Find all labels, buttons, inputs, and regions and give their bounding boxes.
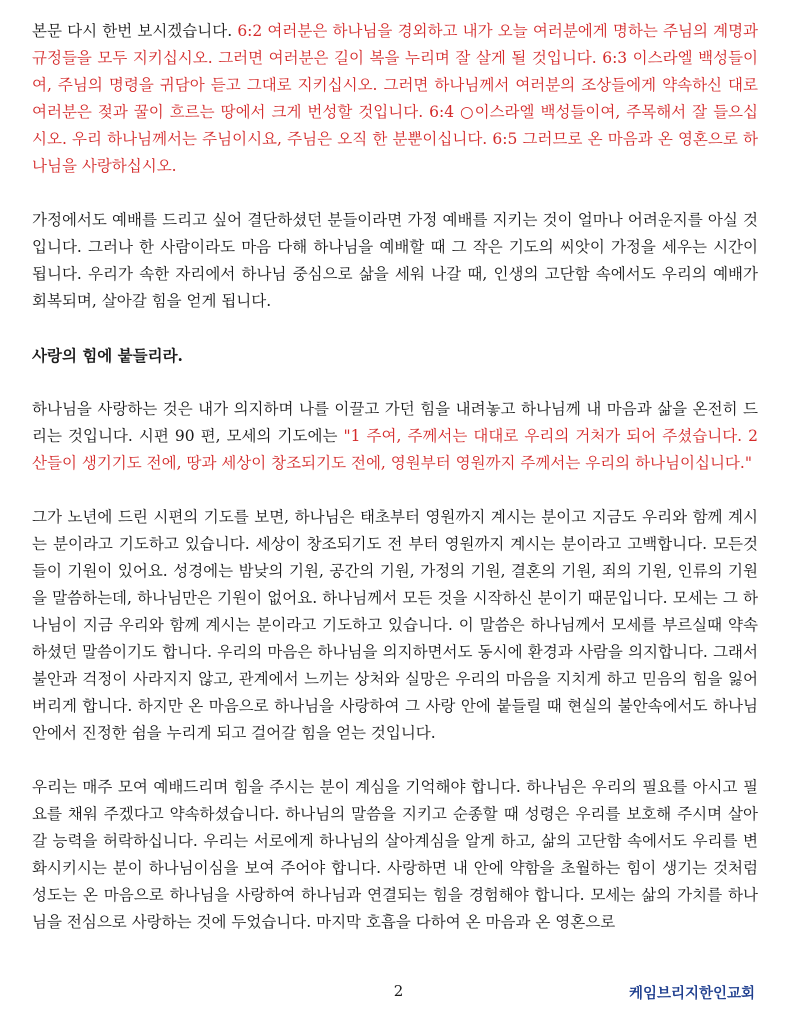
- scripture-quote: "1 주여, 주께서는 대대로 우리의 거처가 되어 주셨습니다. 2 산들이 생기기도 전에, 땅과 세상이 창조되기도 전에, 영원부터 영원까지 주께서는 우리의 하나님이십니다.": [32, 427, 759, 472]
- paragraph-eternal-god: 그가 노년에 드린 시편의 기도를 보면, 하나님은 태초부터 영원까지 계시는 분이고 지금도 우리와 함께 계시는 분이라고 기도하고 있습니다. 세상이 창조되기도 전 부터 영원까지 계시는 분이라고 고백합니다. 모든것들이 기원이 있어요. 성경에는 밤낮의 기원, 공간의 기원, 가정의 기원, 결혼의 기원, 죄의 기원, 인류의 기원을 말씀하는데, 하나님만은 기원이 없어요. 하나님께서 모든 것을 시작하신 분이기 때문입니다. 모세는 그 하나님이 지금 우리와 함께 계시는 분이라고 기도하고 있습니다. 이 말씀은 하나님께서 모세를 부르실때 약속하셨던 말씀이기도 합니다. 우리의 마음은 하나님을 의지하면서도 동시에 환경과 사람을 의지합니다. 그래서 불안과 걱정이 사라지지 않고, 관계에서 느끼는 상처와 실망은 우리의 마음을 지치게 하고 믿음의 힘을 잃어 버리게 합니다. 하지만 온 마음으로 하나님을 사랑하여 그 사랑 안에 붙들릴 때 현실의 불안속에서도 하나님 안에서 진정한 쉼을 누리게 되고 걸어갈 힘을 얻는 것입니다.: [32, 508, 758, 742]
- section-heading: 사랑의 힘에 붙들리라.: [32, 346, 183, 365]
- paragraph-scripture-deuteronomy: [32, 18, 758, 180]
- intro-text: 하나님을 사랑하는 것은 내가 의지하며 나를 이끌고 가던 힘을 내려놓고 하나님께 내 마음과 삶을 온전히 드리는 것입니다. 시편 90 편, 모세의 기도에는: [32, 400, 758, 445]
- paragraph-psalm-90: [32, 396, 758, 477]
- scripture-quote: 6:2 여러분은 하나님을 경외하고 내가 오늘 여러분에게 명하는 주님의 계명과 규정들을 모두 지키십시오. 그러면 여러분은 길이 복을 누리며 잘 살게 될 것입니다. 6:3 이스라엘 백성들이여, 주님의 명령을 귀담아 듣고 그대로 지키십시오. 그러면 하나님께서 여러분의 조상들에게 약속하신 대로 여러분은 젖과 꿀이 흐르는 땅에서 크게 번성할 것입니다. 6:4 ○이스라엘 백성들이여, 주목해서 잘 들으십시오. 우리 하나님께서는 주님이시요, 주님은 오직 한 분뿐이십니다. 6:5 그러므로 온 마음과 온 영혼으로 하나님을 사랑하십시오.: [32, 22, 759, 175]
- paragraph-family-worship: 가정에서도 예배를 드리고 싶어 결단하셨던 분들이라면 가정 예배를 지키는 것이 얼마나 어려운지를 아실 것입니다. 그러나 한 사람이라도 마음 다해 하나님을 예배할 때 그 작은 기도의 씨앗이 가정을 세우는 시간이 됩니다. 우리가 속한 자리에서 하나님 중심으로 삶을 세워 나갈 때, 인생의 고단함 속에서도 우리의 예배가 회복되며, 살아갈 힘을 얻게 됩니다.: [32, 211, 758, 310]
- paragraph-weekly-worship: 우리는 매주 모여 예배드리며 힘을 주시는 분이 계심을 기억해야 합니다. 하나님은 우리의 필요를 아시고 필요를 채워 주겠다고 약속하셨습니다. 하나님의 말씀을 지키고 순종할 때 성령은 우리를 보호해 주시며 살아갈 능력을 허락하십니다. 우리는 서로에게 하나님의 살아계심을 알게 하고, 삶의 고단함 속에서도 우리를 변화시키시는 분이 하나님이심을 보여 주어야 합니다. 사랑하면 내 안에 약함을 초월하는 힘이 생기는 것처럼 성도는 온 마음으로 하나님을 사랑하여 하나님과 연결되는 힘을 경험해야 합니다. 모세는 삶의 가치를 하나님을 전심으로 사랑하는 것에 두었습니다. 마지막 호흡을 다하여 온 마음과 온 영혼으로: [32, 778, 758, 931]
- church-name: 케임브리지한인교회: [628, 986, 755, 1002]
- page-number: 2: [393, 982, 404, 1000]
- document-body: [32, 18, 758, 936]
- intro-text: 본문 다시 한번 보시겠습니다.: [32, 22, 238, 40]
